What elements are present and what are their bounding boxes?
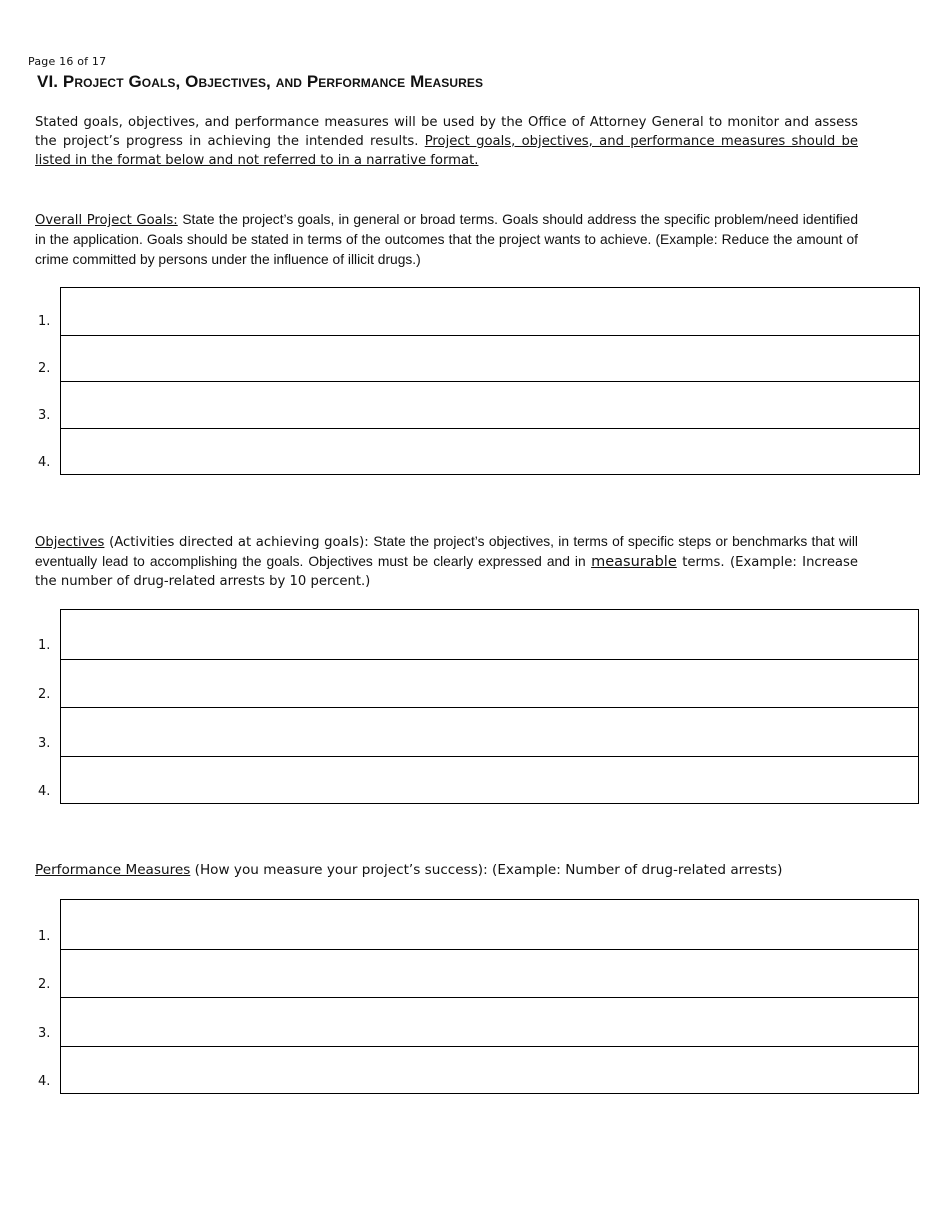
goals-row-number: 3.	[38, 408, 51, 423]
objectives-table	[60, 609, 919, 804]
objectives-field-2[interactable]	[61, 659, 918, 707]
performance-table	[60, 899, 919, 1094]
intro-underlined-text: Project goals, objectives, and performance measures should be listed in the format below and not referred to in a narrative format.	[35, 134, 858, 168]
objectives-qualifier: (Activities directed at achieving goals):	[109, 535, 369, 550]
performance-field-1[interactable]	[61, 900, 918, 949]
goals-row-number: 1.	[38, 314, 51, 329]
performance-row-number: 3.	[38, 1026, 51, 1041]
page-number: Page 16 of 17	[28, 55, 107, 68]
goals-field-4[interactable]	[61, 428, 919, 474]
objectives-heading: Objectives	[35, 535, 105, 550]
goals-table	[60, 287, 920, 475]
goals-row-number: 2.	[38, 361, 51, 376]
objectives-row-number: 4.	[38, 784, 51, 799]
performance-row-number: 4.	[38, 1074, 51, 1089]
performance-row-number: 1.	[38, 929, 51, 944]
performance-heading: Performance Measures	[35, 862, 191, 878]
objectives-measurable-emphasis: measurable	[591, 554, 677, 570]
performance-paragraph	[35, 861, 858, 880]
goals-description: State the project’s goals, in general or broad terms. Goals should address the specific problem/need identified in the application. Goals should be stated in terms of the outcomes that the project wants to achieve. (Example: Reduce the amount of crime committed by persons under the influence of illicit drugs.)	[35, 212, 858, 267]
section-title: VI. Project Goals, Objectives, and Performance Measures	[37, 72, 484, 91]
objectives-row-number: 3.	[38, 736, 51, 751]
performance-field-2[interactable]	[61, 949, 918, 997]
objectives-row-number: 1.	[38, 638, 51, 653]
performance-row-number: 2.	[38, 977, 51, 992]
goals-field-3[interactable]	[61, 381, 919, 428]
intro-paragraph	[35, 113, 858, 170]
performance-description: (How you measure your project’s success): (Example: Number of drug-related arrests)	[194, 862, 783, 878]
objectives-description-start: State the project’s objectives, in terms of specific steps or benchmarks that will eventually lead to accomplishing the goals. Objectives must be clearly expressed and in	[35, 534, 858, 569]
objectives-field-1[interactable]	[61, 610, 918, 659]
goals-row-number: 4.	[38, 455, 51, 470]
objectives-description-end: terms. (Example: Increase the number of drug-related arrests by 10 percent.)	[35, 555, 858, 589]
performance-field-4[interactable]	[61, 1046, 918, 1093]
goals-paragraph	[35, 210, 858, 270]
objectives-field-4[interactable]	[61, 756, 918, 803]
performance-field-3[interactable]	[61, 997, 918, 1046]
goals-heading: Overall Project Goals:	[35, 213, 178, 228]
intro-text: Stated goals, objectives, and performance measures will be used by the Office of Attorney General to monitor and assess the project’s progress in achieving the intended results.	[35, 115, 858, 149]
goals-field-2[interactable]	[61, 335, 919, 381]
objectives-paragraph	[35, 532, 858, 591]
objectives-row-number: 2.	[38, 687, 51, 702]
goals-field-1[interactable]	[61, 288, 919, 335]
objectives-field-3[interactable]	[61, 707, 918, 756]
